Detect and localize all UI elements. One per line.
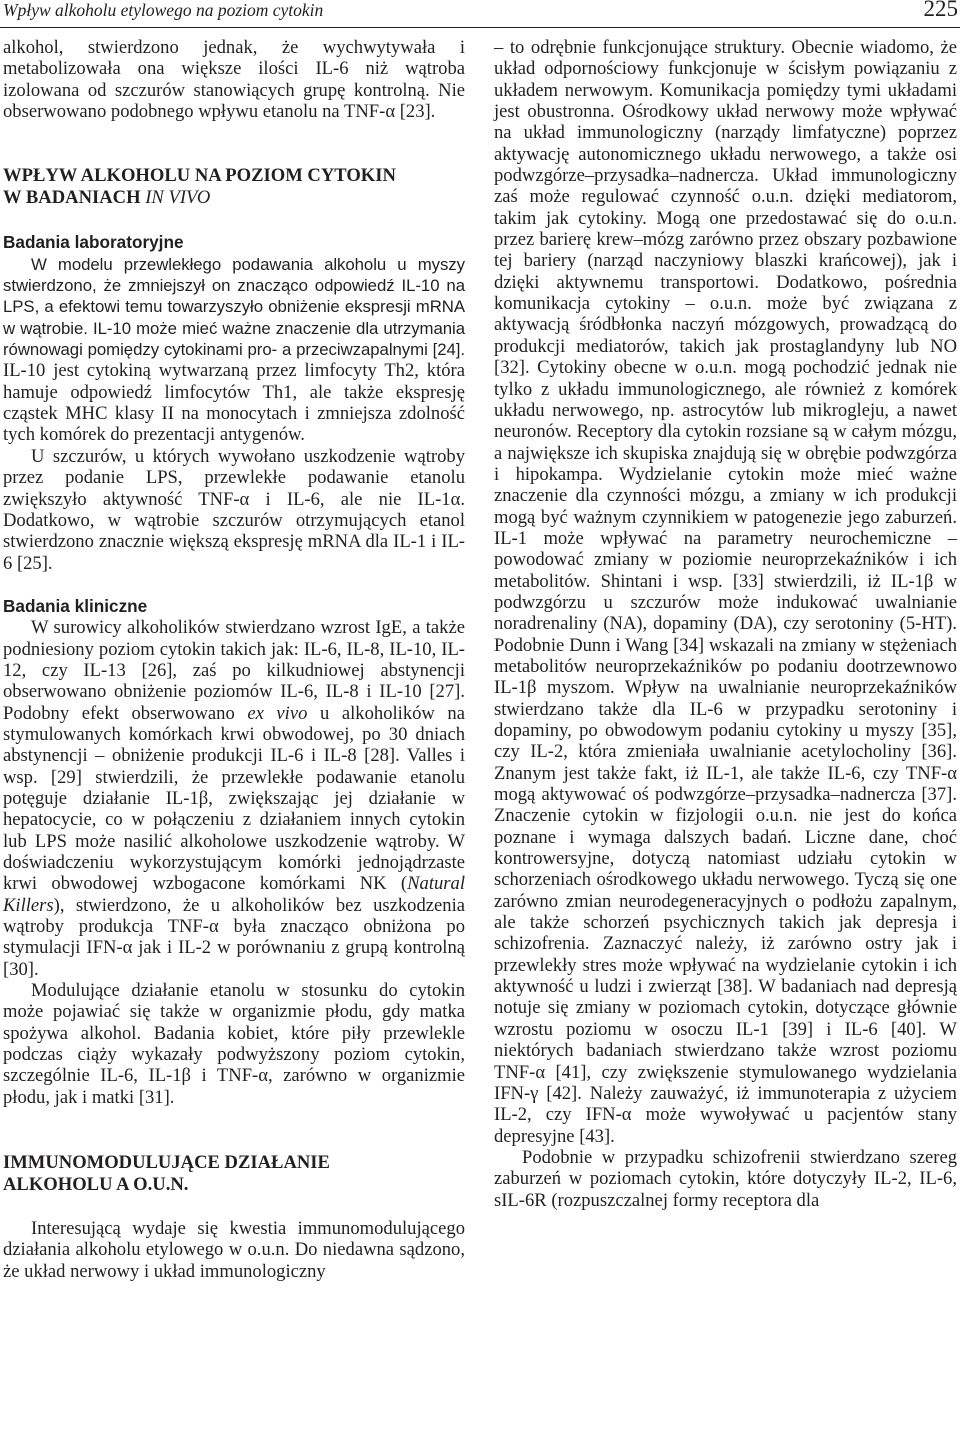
- subheading-clinical-studies: Badania kliniczne: [3, 595, 148, 616]
- right-column: [494, 37, 957, 1211]
- left-column: [3, 37, 465, 1282]
- clinical-paragraph-1-b: u alkoholików na stymulowanych komórkach krwi obwodowej, po 30 dniach abstynencji – obniżenie produkcji IL-6 i IL-8 [28]. Valles i wsp. [29] stwierdzili, że przewlekłe podawanie etanolu potęguje działanie IL-1β, zwiększając jej działanie w hepatocycie, co w połączeniu z działaniem innych cytokin lub LPS może nasilić alkoholowe uszkodzenie wątroby. W doświadczeniu wykorzystującym komórki jednojądrzaste krwi obwodowej wzbogacone komórkami NK (: [3, 702, 465, 895]
- intro-paragraph: alkohol, stwierdzono jednak, że wychwytywała i metabolizowała ona większe ilości IL-6 niż wątroba izolowana od szczurów stanowiących grupę kontrolną. Nie obserwowano podobnego wpływu etanolu na TNF-α [23].: [3, 37, 465, 123]
- section-title-2-line2: ALKOHOLU A O.U.N.: [3, 1173, 189, 1195]
- clinical-paragraph-2: Modulujące działanie etanolu w stosunku do cytokin może pojawiać się także w organizmie płodu, gdy matka spożywa alkohol. Badania kobiet, które piły przewlekle podczas ciąży wykazały podwyższony poziom cytokin, szczególnie IL-6, IL-1β i TNF-α, zarówno w organizmie płodu, jak i matki [31].: [3, 980, 465, 1108]
- section-title-in-vivo: [3, 165, 465, 208]
- lab-paragraph-2: U szczurów, u których wywołano uszkodzenie wątroby przez podanie LPS, przewlekłe podawanie etanolu zwiększyło aktywność TNF-α i IL-6, ale nie IL-1α. Dodatkowo, w wątrobie szczurów otrzymujących etanol stwierdzono znacznie większą ekspresję mRNA dla IL-1 i IL-6 [25].: [3, 445, 465, 574]
- clinical-paragraph-1-ex-vivo: ex vivo: [247, 702, 308, 724]
- section-title-line2-italic: IN VIVO: [145, 186, 211, 208]
- clinical-paragraph-1: [3, 617, 465, 980]
- lab-paragraph-1: [3, 254, 465, 446]
- running-title: Wpływ alkoholu etylowego na poziom cytokin: [3, 0, 324, 20]
- clinical-paragraph-1-natural-killers: Natural Killers: [3, 873, 465, 916]
- page-number: 225: [923, 0, 958, 21]
- immuno-paragraph-1: Interesującą wydaje się kwestia immunomodulującego działania alkoholu etylowego w o.u.n. Do niedawna sądzono, że układ nerwowy i układ immunologiczny: [3, 1218, 465, 1282]
- section-title-line2-prefix: W BADANIACH: [3, 186, 146, 208]
- lab-paragraph-1-sans: W modelu przewlekłego podawania alkoholu u myszy stwierdzono, że zmniejszył on znacząco odpowiedź IL-10 na LPS, a efektowi temu towarzyszyło obniżenie ekspresji mRNA w wątrobie.: [3, 254, 465, 338]
- right-paragraph-2: Podobnie w przypadku schizofrenii stwierdzano szereg zaburzeń w poziomach cytokin, które dotyczyły IL-2, IL-6, sIL-6R (rozpuszczalnej formy receptora dla: [494, 1146, 957, 1211]
- lab-paragraph-1-serif: IL-10 jest cytokiną wytwarzaną przez limfocyty Th2, która hamuje odpowiedź limfocytów Th1, ale także ekspresję cząstek MHC klasy II na monocytach i zmniejsza zdolność tych komórek do prezentacji antygenów.: [3, 360, 465, 446]
- running-header: [0, 0, 960, 34]
- right-paragraph-1: – to odrębnie funkcjonujące struktury. Obecnie wiadomo, że układ odpornościowy funkcjonuje w ścisłym powiązaniu z układem nerwowym. Komunikacja pomiędzy tymi układami jest obustronna. Ośrodkowy układ nerwowy może wpływać na układ immunologiczny (narządy limfatyczne) poprzez aktywację autonomicznego układu nerwowego, a także osi podwzgórze–przysadka–nadnercza. Układ immunologiczny zaś może regulować czynność o.u.n. dzięki mediatorom, takim jak cytokiny. Mogą one przedostawać się do o.u.n. przez barierę krew–mózg zarówno przez obszary pozbawione tej bariery (narząd naczyniowy blaszki krańcowej), jak i dzięki aktywnemu transportowi. Dodatkowo, pośrednia komunikacja cytokiny – o.u.n. może być związana z aktywacją śródbłonka naczyń mózgowych, prowadzącą do produkcji mediatorów, takich jak prostaglandyny lub NO [32]. Cytokiny obecne w o.u.n. mogą pochodzić jednak nie tylko z układu immunologicznego, ale również z komórek układu nerwowego, np. astrocytów lub mikrogleju, a nawet neuronów. Receptory dla cytokin rozsiane są w całym mózgu, a największe ich skupiska znajdują się w obrębie podwzgórza i hipokampa. Wydzielanie cytokin może mieć ważne znaczenie dla czynności mózgu, a zmiany w ich produkcji mogą być ważnym czynnikiem w patogenezie jego zaburzeń. IL-1 może wpływać na parametry neurochemiczne – powodować zmiany w poziomie neuroprzekaźników i ich metabolitów. Shintani i wsp. [33] stwierdzili, iż IL-1β w podwzgórzu u szczurów może indukować uwalnianie noradrenaliny (NA), dopaminy (DA), czy serotoniny (5-HT). Podobnie Dunn i Wang [34] wskazali na zmiany w stężeniach metabolitów neuroprzekaźników po podaniu dootrzewnowo IL-1β myszom. Wpływ na uwalnianie neuroprzekaźników stwierdzano także dla IL-6 w przypadku serotoniny i dopaminy, po obwodowym podaniu cytokiny u myszy [35], czy IL-2, która zmieniała uwalnianie acetylocholiny [36]. Znanym jest także fakt, iż IL-1, ale także IL-6, czy TNF-α mogą aktywować oś podwzgórze–przysadka–nadnercza [37]. Znaczenie cytokin w fizjologii o.u.n. nie jest do końca poznane i wymaga dalszych badań. Liczne dane, choć kontrowersyjne, dotyczą natomiast udziału cytokin w schorzeniach ośrodkowego układu nerwowego. Tyczą się one zarówno zmian neurodegeneracyjnych o podłożu zapalnym, ale także schorzeń psychicznych takich jak depresja i schizofrenia. Zaznaczyć należy, iż zarówno ostry jak i przewlekły stres może wpływać na wydzielanie cytokin i ich aktywność u ludzi i zwierząt [38]. W badaniach nad depresją notuje się zmiany w poziomach cytokin, dotyczące głównie wzrostu poziomu w osoczu IL-1 [39] i IL-6 [40]. W niektórych badaniach stwierdzano także wzrost poziomu TNF-α [41], czy zwiększenie stymulowanego wydzielania IFN-γ [42]. Należy zauważyć, iż immunoterapia z użyciem IL-2, czy IFN-α może wywoływać u pacjentów stany depresyjne [43].: [494, 37, 957, 1147]
- subheading-lab-studies: Badania laboratoryjne: [3, 232, 184, 253]
- section-title-immunomodulation: [3, 1152, 465, 1195]
- section-title-2-line1: IMMUNOMODULUJĄCE DZIAŁANIE: [3, 1152, 330, 1174]
- section-title-line1: WPŁYW ALKOHOLU NA POZIOM CYTOKIN: [3, 165, 396, 187]
- clinical-paragraph-1-a: W surowicy alkoholików stwierdzano wzrost IgE, a także podniesiony poziom cytokin takich jak: IL-6, IL-8, IL-10, IL-12, czy IL-13 [26], zaś po kilkudniowej abstynencji obserwowano obniżenie poziomów IL-6, IL-8 i IL-10 [27]. Podobny efekt obserwowano: [3, 617, 465, 724]
- lab-paragraph-1-cont: IL-10 może mieć ważne znaczenie dla utrzymania równowagi pomiędzy cytokinami pro- a przeciwzapalnymi [24].: [3, 318, 465, 360]
- header-rule: [0, 27, 960, 28]
- clinical-paragraph-1-c: ), stwierdzono, że u alkoholików bez uszkodzenia wątroby produkcja TNF-α była znacząco obniżona po stymulacji IFN-α jak i IL-2 w porównaniu z grupą kontrolną [30].: [3, 894, 465, 980]
